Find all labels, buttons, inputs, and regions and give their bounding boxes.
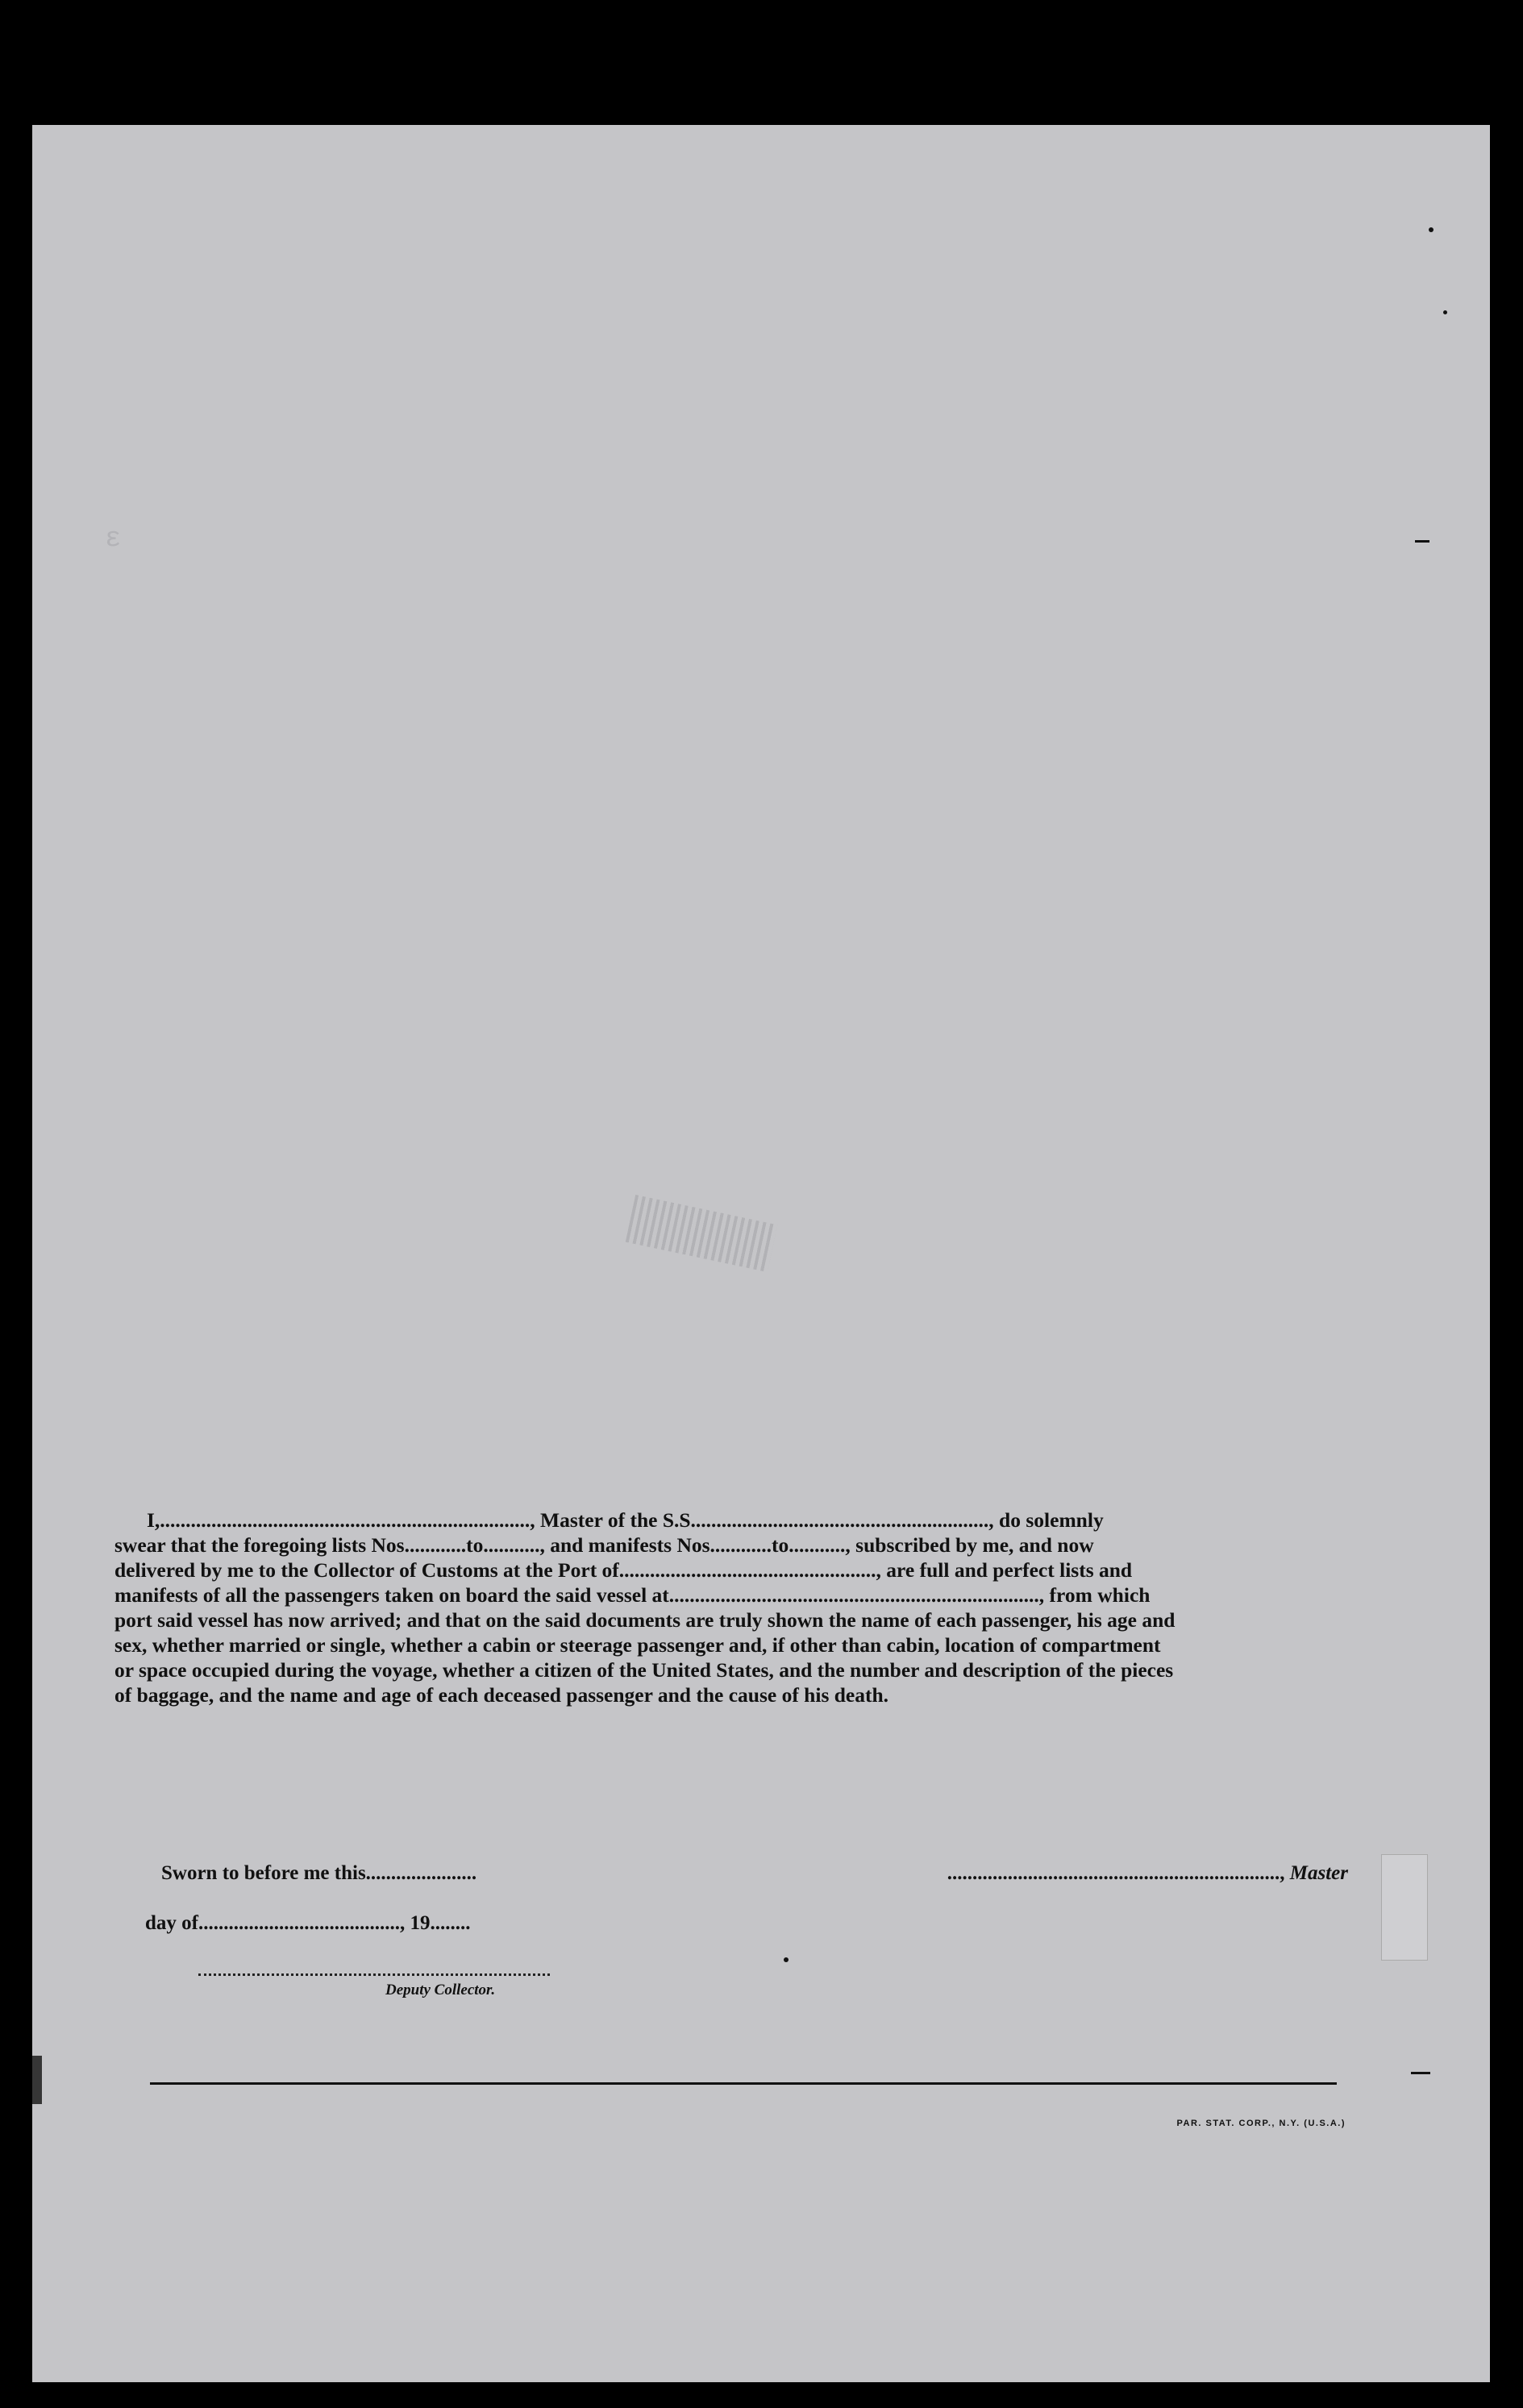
master-label: Master: [1289, 1862, 1348, 1884]
oath-line: manifests of all the passengers taken on board the said vessel at........................................................................, from which: [114, 1583, 1151, 1607]
oath-line: port said vessel has now arrived; and that on the said documents are truly shown the name of each passenger, his age and: [114, 1608, 1176, 1632]
oath-line: delivered by me to the Collector of Customs at the Port of.................................................., are full and perfect lists and: [114, 1558, 1133, 1582]
edge-tab: [1381, 1854, 1428, 1961]
scan-speck: [784, 1957, 789, 1962]
oath-line: of baggage, and the name and age of each deceased passenger and the cause of his death.: [114, 1683, 889, 1707]
deputy-collector-label: Deputy Collector.: [385, 1982, 496, 1998]
bleed-through-mark: ε: [105, 524, 123, 555]
scan-speck: [1411, 2072, 1430, 2074]
oath-line: swear that the foregoing lists Nos............to..........., and manifests Nos............to..........., subscribed by me, and now: [114, 1533, 1094, 1557]
scan-speck: [1415, 540, 1429, 543]
oath-line: sex, whether married or single, whether a cabin or steerage passenger and, if other than cabin, location of compartment: [114, 1633, 1161, 1657]
day-of-line: day of........................................, 19........: [145, 1912, 471, 1934]
printer-imprint: PAR. STAT. CORP., N.Y. (U.S.A.): [1176, 2119, 1346, 2128]
oath-paragraph: [114, 1508, 1348, 1707]
oath-line: or space occupied during the voyage, whether a citizen of the United States, and the number and description of the pieces: [114, 1658, 1174, 1682]
oath-line: I,........................................................................, Master of the S.S.........................................................., do solemnly: [147, 1508, 1104, 1532]
edge-binding-mark: [32, 2056, 42, 2104]
scan-speck: [1443, 310, 1447, 314]
scan-speck: [1429, 227, 1434, 232]
deputy-signature-line: [198, 1973, 550, 1976]
master-dots: ..................................................................,: [947, 1862, 1290, 1884]
sworn-line: Sworn to before me this......................: [161, 1862, 477, 1884]
bottom-rule: [150, 2082, 1337, 2085]
master-signature-line: [863, 1862, 1348, 1885]
